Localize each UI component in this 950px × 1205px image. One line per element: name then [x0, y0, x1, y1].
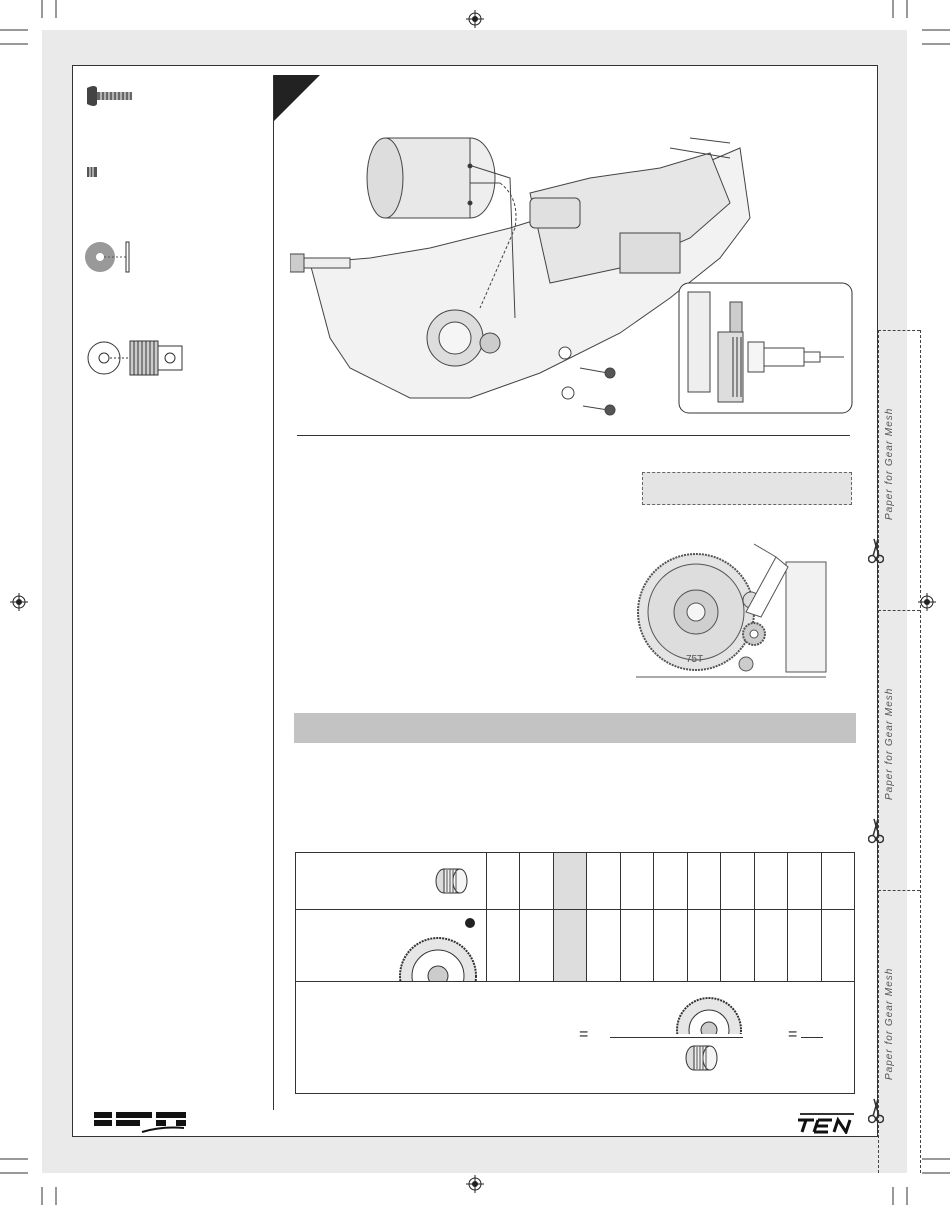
ratio-cell — [520, 910, 553, 982]
paper-tab-label: Paper for Gear Mesh — [884, 687, 895, 800]
ratio-cell — [721, 853, 754, 910]
ratio-cell — [754, 910, 787, 982]
washer-icon — [84, 240, 134, 276]
paper-tab-label: Paper for Gear Mesh — [884, 407, 895, 520]
tab-divider — [878, 610, 920, 611]
registration-mark-icon — [466, 1175, 484, 1193]
formula-row — [296, 982, 855, 1094]
column-divider — [273, 75, 274, 1110]
set-screw-icon — [86, 166, 98, 178]
scissors-icon — [868, 818, 884, 844]
gear-mesh-illustration — [636, 542, 832, 682]
spur-gear-icon — [398, 916, 478, 982]
hpi-racing-logo — [92, 1108, 192, 1134]
gear-ratio-table — [295, 852, 855, 1094]
ratio-cell — [687, 853, 720, 910]
equals-sign: = — [788, 1026, 798, 1043]
note-box — [642, 472, 852, 505]
tab-divider — [878, 890, 920, 891]
ratio-cell — [654, 910, 687, 982]
spur-row — [296, 910, 855, 982]
ratio-cell — [788, 910, 821, 982]
ratio-cell — [520, 853, 553, 910]
spur-gear-icon — [674, 986, 744, 1034]
ratio-cell — [620, 853, 653, 910]
ratio-cell — [620, 910, 653, 982]
tab-cut-line — [920, 330, 921, 1173]
formula-ten-logo — [794, 1108, 858, 1134]
pinion-gear-icon — [434, 867, 468, 895]
ratio-cell — [587, 910, 620, 982]
pinion-gear-icon — [84, 337, 186, 379]
tab-cut-line — [878, 330, 879, 1173]
ratio-cell — [754, 853, 787, 910]
registration-mark-icon — [466, 10, 484, 28]
result-line — [801, 1037, 823, 1038]
pinion-gear-icon — [684, 1044, 718, 1072]
ratio-cell — [487, 853, 520, 910]
tab-divider — [878, 330, 920, 331]
equals-sign: = — [579, 1026, 589, 1043]
fraction-bar — [610, 1037, 743, 1038]
formula-cell — [296, 982, 855, 1094]
scissors-icon — [868, 1098, 884, 1124]
ratio-cell — [587, 853, 620, 910]
registration-mark-icon — [10, 593, 28, 611]
ratio-cell — [654, 853, 687, 910]
pinion-header-cell — [296, 853, 487, 910]
spur-tooth-label: 75T — [686, 654, 704, 665]
ratio-cell-highlight — [553, 910, 586, 982]
ratio-cell — [721, 910, 754, 982]
spur-header-cell — [296, 910, 487, 982]
ratio-cell — [687, 910, 720, 982]
pinion-row — [296, 853, 855, 910]
section-rule — [297, 435, 850, 436]
ratio-cell — [821, 910, 854, 982]
ratio-cell — [788, 853, 821, 910]
gear-alignment-inset — [678, 282, 853, 414]
scissors-icon — [868, 538, 884, 564]
section-header-bar — [294, 713, 856, 743]
ratio-cell — [487, 910, 520, 982]
ratio-cell — [821, 853, 854, 910]
paper-tab-label: Paper for Gear Mesh — [884, 967, 895, 1080]
ratio-cell-highlight — [553, 853, 586, 910]
button-head-screw-icon — [85, 85, 135, 107]
